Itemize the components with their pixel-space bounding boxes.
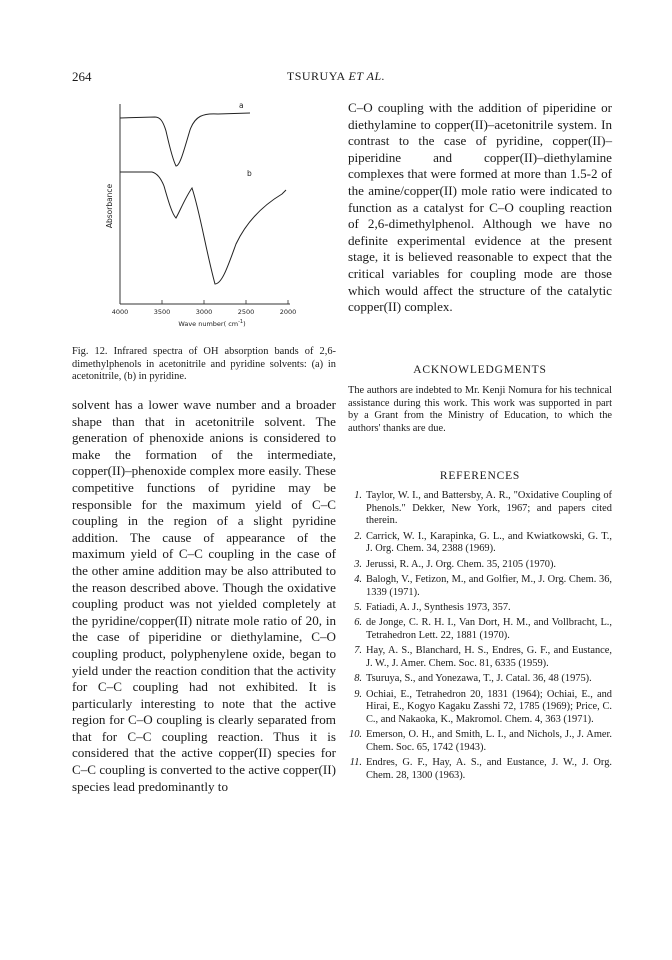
reference-number: 9 . <box>348 689 362 702</box>
running-head <box>0 69 672 84</box>
curve-b-pyridine <box>120 172 286 284</box>
reference-item <box>348 602 612 615</box>
reference-item <box>348 490 612 528</box>
reference-number: 10 . <box>348 729 362 742</box>
acknowledgments-heading: ACKNOWLEDGMENTS <box>413 364 547 376</box>
reference-number: 7 . <box>348 645 362 658</box>
acknowledgments-text: The authors are indebted to Mr. Kenji Nomura for his technical assistance during this work. This work was supported in part by a Grant from the Ministry of Education, to which the authors' thanks are due. <box>348 385 612 434</box>
x-axis-ticks <box>120 300 288 304</box>
x-tick-label: 3500 <box>153 308 171 316</box>
right-column-body: C–O coupling with the addition of piperidine or diethylamine to copper(II)–acetonitrile system. In contrast to the case of pyridine, copper(II)–piperidine and copper(II)–diethylamine complexes that were formed at more than 1.5-2 of the amine/copper(II) mole ratio were indicated to function as a catalyst for C–O coupling reaction of 2,6-dimethylphenol. Although we have no definite experimental evidence at the present stage, it is believed reasonable to expect that the critical variables for coupling mode are those which would affect the structure of the catalytic copper(II) complex. <box>348 100 612 315</box>
x-axis-title <box>178 319 245 328</box>
reference-number: 11 . <box>348 757 362 770</box>
ir-spectra-plot <box>100 96 336 338</box>
reference-text: Emerson, O. H., and Smith, L. I., and Nichols, J., J. Amer. Chem. Soc. 65, 1742 (1943). <box>366 729 612 753</box>
reference-number: 3 . <box>348 559 362 572</box>
reference-text: Carrick, W. I., Karapinka, G. L., and Kwiatkowski, G. T., J. Org. Chem. 34, 2388 (1969). <box>366 530 612 555</box>
reference-text: Fatiadi, A. J., Synthesis 1973, 357. <box>366 601 511 613</box>
reference-item <box>348 729 612 754</box>
reference-text: Tsuruya, S., and Yonezawa, T., J. Catal. 36, 48 (1975). <box>366 673 592 685</box>
caption-text: Infrared spectra of OH absorption bands of 2,6-dimethylphenols in acetonitrile and pyridine solvents: (a) in acetonitrile, (b) in pyridine. <box>72 346 337 383</box>
reference-text: de Jonge, C. R. H. I., Van Dort, H. M., and Vollbracht, L., Tetrahedron Lett. 22, 1881 (1970). <box>366 617 612 641</box>
running-head-authors: TSURUYA <box>286 69 346 83</box>
left-column-body: solvent has a lower wave number and a broader shape than that in acetonitrile solvent. The generation of phenoxide anions is considered to make the formation of the intermediate, copper(II)–phenoxide complex more easily. These competitive functions of pyridine may be responsible for the maximum yield of C–C coupling in the region of a slight pyridine addition. The cause of appearance of the maximum yield of C–C coupling in the case of the other amine addition may be also attributed to the reason described above. Though the oxidative coupling product was not yielded completely at the pyridine/copper(II) nitrate mole ratio of 20, in the case of piperidine or diethylamine, C–O coupling product, polyphenylene oxide, began to yield under the reaction condition that the activity for C–C coupling had not exhibited. It is particularly interesting to note that the active region for C–O coupling is clearly separated from that for C–C coupling reaction. Thus it is considered that the active copper(II) species for C–C coupling is converted to the active copper(II) species lead predominantly to <box>72 397 336 794</box>
reference-item <box>348 645 612 670</box>
running-head-et-al: ET AL. <box>348 69 386 83</box>
reference-item <box>348 673 612 686</box>
curve-label-b: b <box>247 169 252 178</box>
reference-text: Balogh, V., Fetizon, M., and Golfier, M., J. Org. Chem. 36, 1339 (1971). <box>366 573 612 598</box>
page-number: 264 <box>72 69 92 84</box>
reference-item <box>348 531 612 556</box>
x-tick-label: 4000 <box>111 308 129 316</box>
y-axis-label: Absorbance <box>105 183 114 229</box>
reference-item <box>348 689 612 727</box>
x-axis-title-close: ) <box>243 320 246 328</box>
reference-number: 5 . <box>348 602 362 615</box>
reference-number: 6 . <box>348 617 362 630</box>
reference-number: 8 . <box>348 673 362 686</box>
x-axis-title-exponent: -1 <box>238 319 244 325</box>
reference-text: Ochiai, E., Tetrahedron 20, 1831 (1964); Ochiai, E., and Hirai, E., Kogyo Kagaku Zasshi 72, 1785 (1969); Price, C. C., and Nakaoka, K., Makromol. Chem. 4, 363 (1971). <box>366 688 612 725</box>
caption-label: Fig. 12. <box>72 346 108 357</box>
reference-number: 2 . <box>348 531 362 544</box>
reference-text: Jerussi, R. A., J. Org. Chem. 35, 2105 (1970). <box>366 558 557 570</box>
reference-item <box>348 757 612 782</box>
reference-text: Endres, G. F., Hay, A. S., and Eustance, J. W., J. Org. Chem. 28, 1300 (1963). <box>366 757 612 781</box>
curve-label-a: a <box>239 101 244 110</box>
reference-item <box>348 559 612 572</box>
reference-text: Hay, A. S., Blanchard, H. S., Endres, G. F., and Eustance, J. W., J. Amer. Chem. Soc. 81, 6335 (1959). <box>366 645 612 669</box>
figure-caption <box>72 346 336 384</box>
references-heading: REFERENCES <box>439 470 521 482</box>
x-tick-label: 2000 <box>279 308 297 316</box>
x-tick-label: 2500 <box>237 308 255 316</box>
reference-number: 4 . <box>348 574 362 587</box>
curve-a-acetonitrile <box>120 113 250 166</box>
ir-spectra-figure <box>100 96 336 338</box>
x-tick-label: 3000 <box>195 308 213 316</box>
reference-item <box>348 574 612 599</box>
references-list <box>348 490 612 785</box>
reference-text: Taylor, W. I., and Battersby, A. R., "Oxidative Coupling of Phenols." Dekker, New York, 1967; and papers cited therein. <box>366 490 612 527</box>
x-axis-title-text: Wave number( cm <box>178 320 239 328</box>
reference-item <box>348 617 612 642</box>
reference-number: 1 . <box>348 490 362 503</box>
